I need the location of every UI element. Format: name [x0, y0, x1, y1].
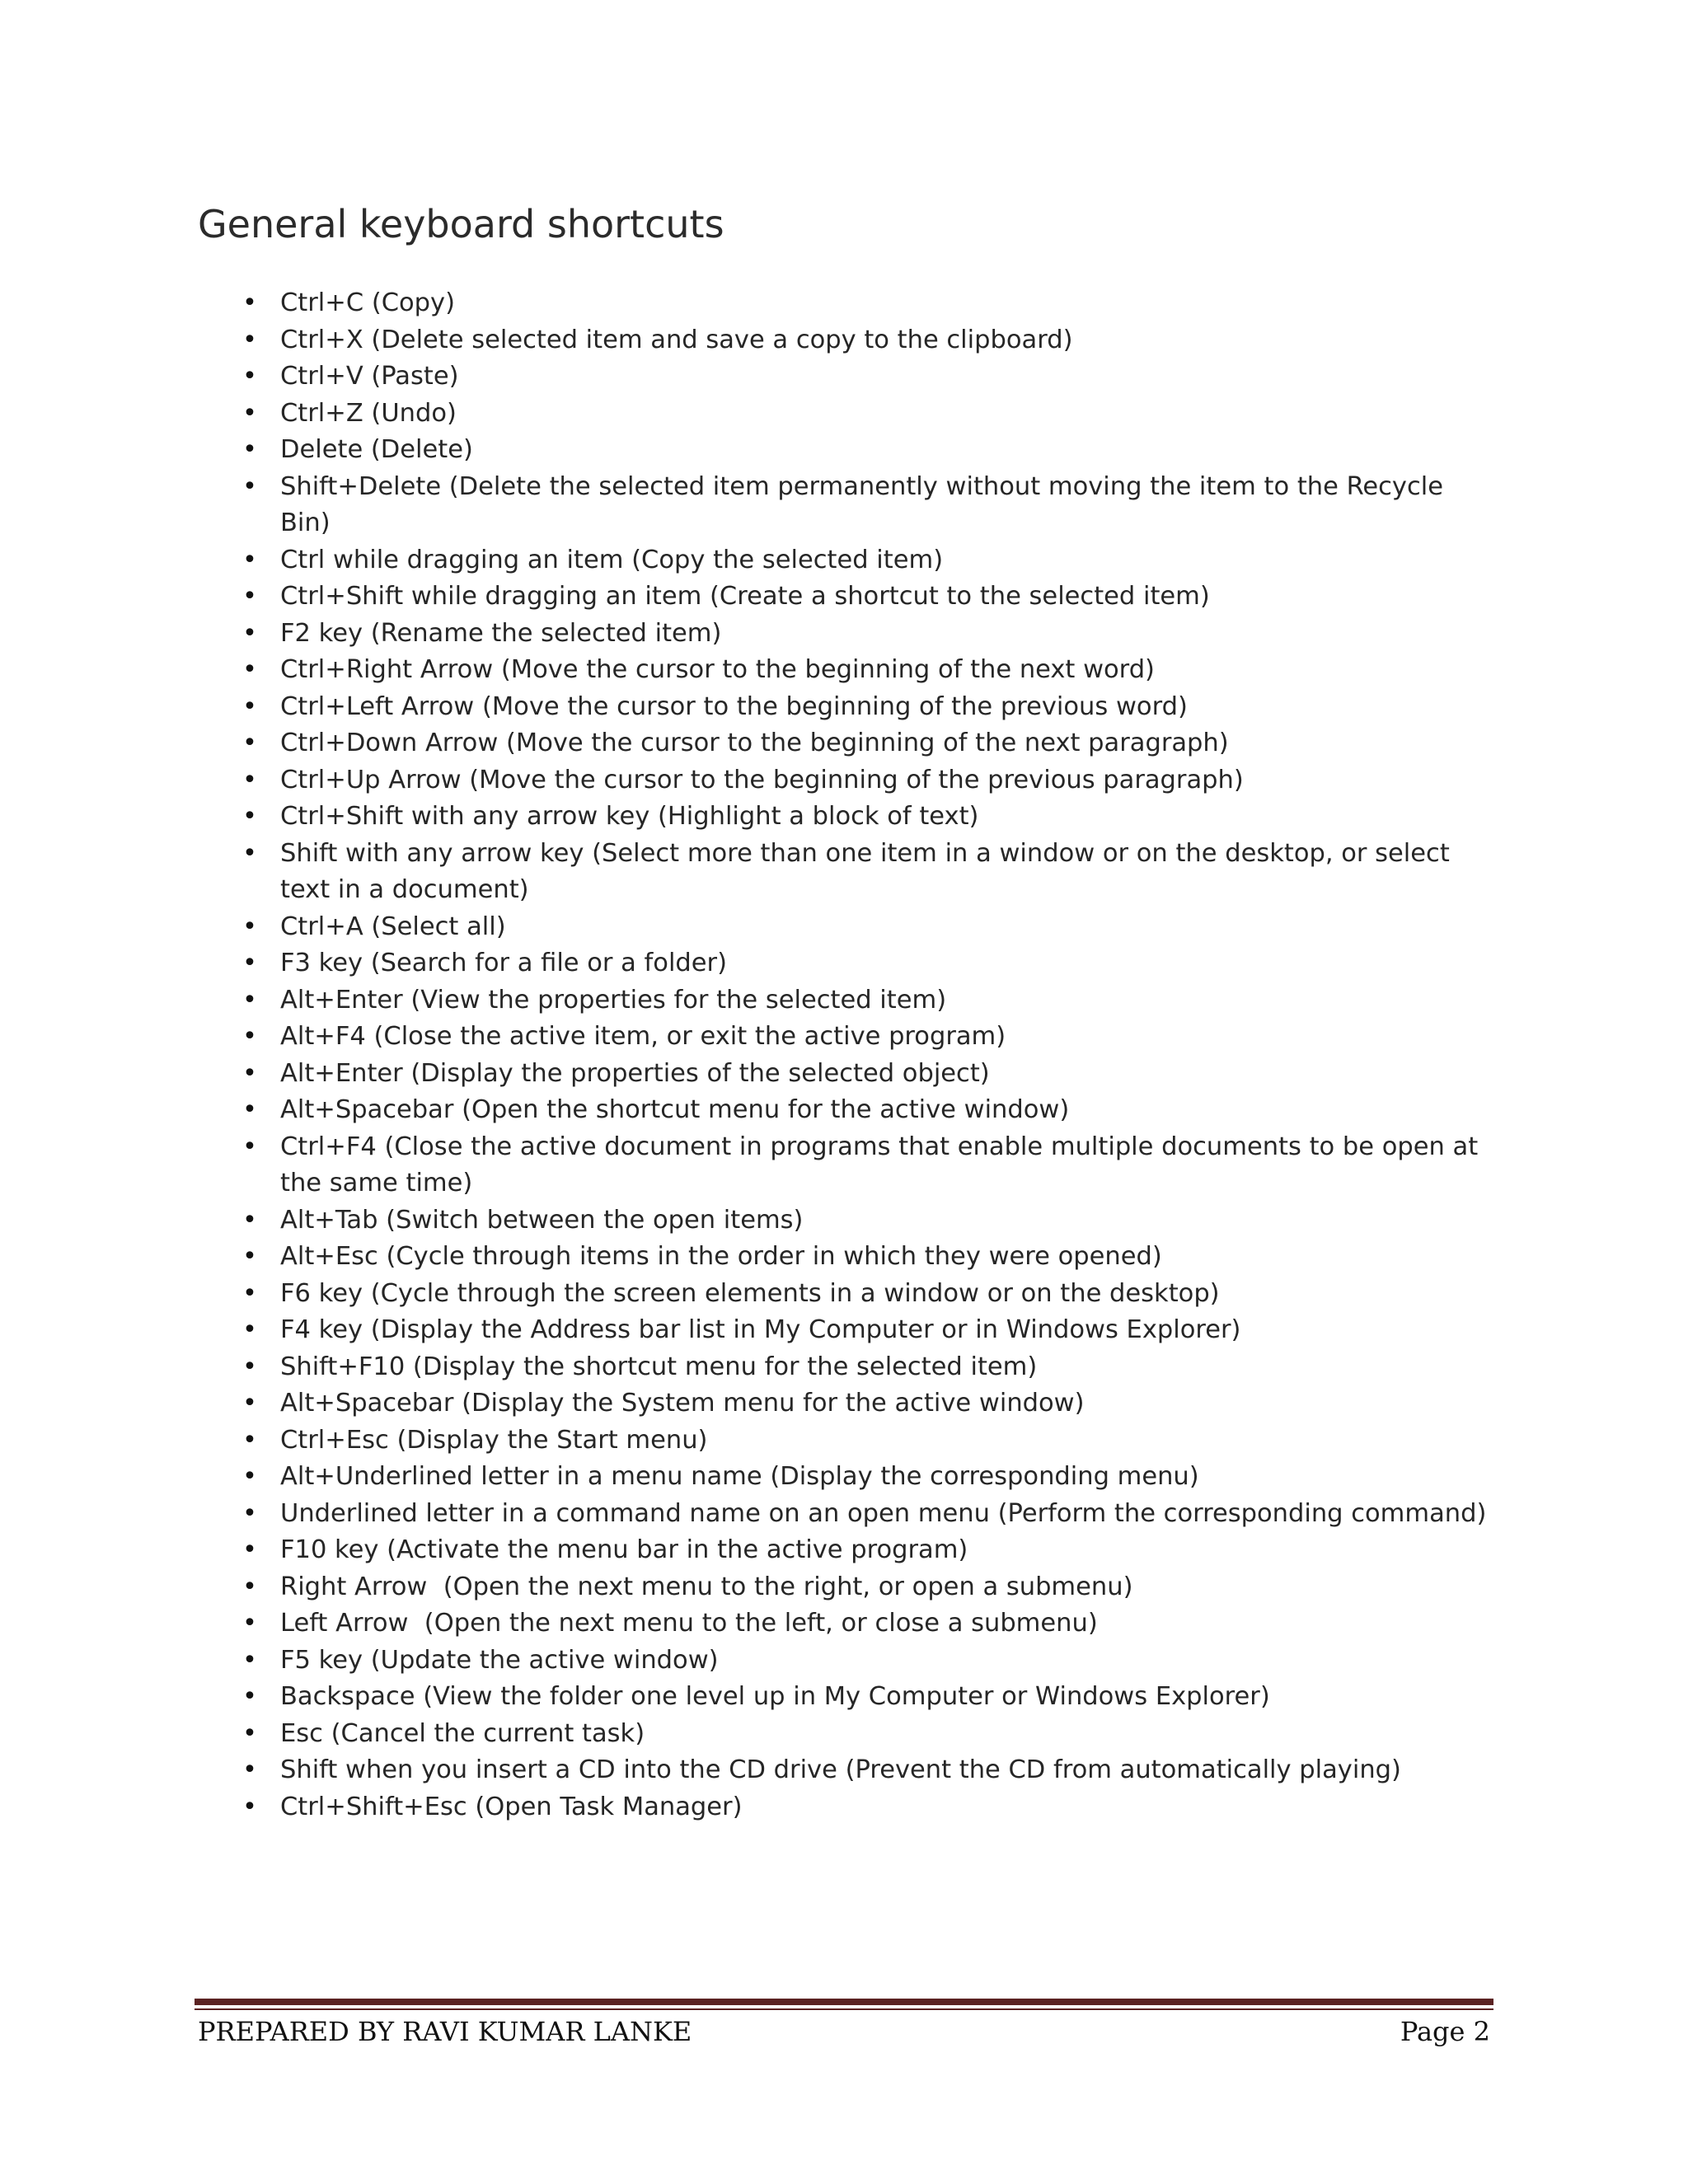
list-item: [198, 652, 1500, 689]
list-item: [198, 1789, 1500, 1826]
list-item-text: Ctrl+Z (Undo): [280, 398, 457, 428]
page-title: General keyboard shortcuts: [198, 202, 724, 246]
list-item: [198, 1349, 1500, 1386]
bullet-icon: •: [242, 1755, 257, 1784]
list-item: [198, 579, 1500, 616]
list-item-text: Ctrl while dragging an item (Copy the selected item): [280, 545, 944, 574]
list-item-text: Alt+Enter (Display the properties of the selected object): [280, 1058, 990, 1088]
footer-author: PREPARED BY RAVI KUMAR LANKE: [198, 2016, 692, 2047]
list-item: [198, 1459, 1500, 1496]
bullet-icon: •: [242, 912, 257, 941]
list-item-text: Shift+F10 (Display the shortcut menu for the selected item): [280, 1352, 1038, 1381]
list-item: [198, 1056, 1500, 1093]
list-item-text: Alt+Spacebar (Open the shortcut menu for the active window): [280, 1095, 1070, 1124]
list-item: [198, 469, 1500, 542]
list-item-text: Ctrl+Shift with any arrow key (Highlight a block of text): [280, 802, 979, 831]
bullet-icon: •: [242, 545, 257, 574]
footer-rule-thin: [195, 2008, 1493, 2010]
bullet-icon: •: [242, 1645, 257, 1675]
bullet-icon: •: [242, 1095, 257, 1124]
footer-page-number: Page 2: [1400, 2016, 1490, 2047]
list-item-text: Ctrl+C (Copy): [280, 288, 455, 317]
bullet-icon: •: [242, 325, 257, 354]
list-item-text: Backspace (View the folder one level up in My Computer or Windows Explorer): [280, 1682, 1270, 1711]
bullet-icon: •: [242, 802, 257, 831]
list-item-text: Ctrl+Left Arrow (Move the cursor to the beginning of the previous word): [280, 691, 1188, 721]
list-item-text: Ctrl+Shift+Esc (Open Task Manager): [280, 1792, 743, 1821]
list-item: [198, 1422, 1500, 1460]
footer-rule: [195, 1999, 1493, 2005]
list-item-text: Ctrl+X (Delete selected item and save a copy to the clipboard): [280, 325, 1073, 354]
list-item-text: Delete (Delete): [280, 435, 473, 464]
bullet-icon: •: [242, 1572, 257, 1601]
list-item: [198, 1716, 1500, 1753]
list-item-text: F2 key (Rename the selected item): [280, 618, 722, 648]
bullet-icon: •: [242, 288, 257, 317]
shortcut-list: [198, 285, 1500, 1825]
list-item-text: F5 key (Update the active window): [280, 1645, 719, 1675]
list-item: [198, 285, 1500, 322]
list-item: [198, 1532, 1500, 1569]
list-item: [198, 909, 1500, 946]
bullet-icon: •: [242, 1792, 257, 1821]
bullet-icon: •: [242, 1462, 257, 1491]
bullet-icon: •: [242, 1022, 257, 1051]
list-item: [198, 836, 1500, 909]
bullet-icon: •: [242, 1315, 257, 1344]
bullet-icon: •: [242, 582, 257, 611]
bullet-icon: •: [242, 1389, 257, 1418]
bullet-icon: •: [242, 985, 257, 1015]
list-item: [198, 616, 1500, 653]
list-item-text: Ctrl+Right Arrow (Move the cursor to the beginning of the next word): [280, 655, 1155, 684]
list-item: [198, 945, 1500, 982]
list-item: [198, 432, 1500, 469]
bullet-icon: •: [242, 1242, 257, 1271]
list-item: [198, 1312, 1500, 1349]
list-item: [198, 982, 1500, 1019]
bullet-icon: •: [242, 838, 257, 868]
bullet-icon: •: [242, 1352, 257, 1381]
bullet-icon: •: [242, 1498, 257, 1528]
list-item-text: Ctrl+Shift while dragging an item (Create a shortcut to the selected item): [280, 582, 1210, 611]
bullet-icon: •: [242, 1718, 257, 1748]
list-item-text: Alt+Enter (View the properties for the selected item): [280, 985, 947, 1015]
list-item-text: Shift+Delete (Delete the selected item permanently without moving the item to the Recycle Bin): [280, 471, 1451, 537]
list-item-text: Alt+Spacebar (Display the System menu for the active window): [280, 1389, 1085, 1418]
list-item-text: Ctrl+Down Arrow (Move the cursor to the beginning of the next paragraph): [280, 729, 1229, 757]
list-item: [198, 1276, 1500, 1313]
bullet-icon: •: [242, 362, 257, 391]
list-item-text: F10 key (Activate the menu bar in the active program): [280, 1535, 968, 1564]
list-item-text: Shift when you insert a CD into the CD drive (Prevent the CD from automatically playing): [280, 1755, 1401, 1784]
bullet-icon: •: [242, 1132, 257, 1161]
list-item-text: Left Arrow (Open the next menu to the left, or close a submenu): [280, 1609, 1098, 1638]
list-item-text: Alt+Esc (Cycle through items in the order in which they were opened): [280, 1242, 1162, 1271]
list-item-text: Right Arrow (Open the next menu to the right, or open a submenu): [280, 1572, 1133, 1601]
list-item: [198, 799, 1500, 836]
list-item-text: Ctrl+V (Paste): [280, 362, 459, 391]
list-item: [198, 1569, 1500, 1606]
list-item: [198, 1643, 1500, 1680]
list-item: [198, 1605, 1500, 1643]
list-item-text: F3 key (Search for a file or a folder): [280, 949, 727, 977]
list-item: [198, 762, 1500, 799]
bullet-icon: •: [242, 1205, 257, 1235]
list-item: [198, 359, 1500, 396]
list-item: [198, 322, 1500, 359]
list-item: [198, 1496, 1500, 1533]
bullet-icon: •: [242, 1058, 257, 1088]
list-item-text: Underlined letter in a command name on an open menu (Perform the corresponding command): [280, 1498, 1487, 1528]
list-item-text: F4 key (Display the Address bar list in My Computer or in Windows Explorer): [280, 1315, 1241, 1344]
list-item-text: Shift with any arrow key (Select more than one item in a window or on the desktop, or select text in a document): [280, 838, 1458, 904]
bullet-icon: •: [242, 398, 257, 428]
bullet-icon: •: [242, 949, 257, 977]
bullet-icon: •: [242, 435, 257, 464]
list-item: [198, 1679, 1500, 1716]
bullet-icon: •: [242, 729, 257, 757]
list-item: [198, 1752, 1500, 1789]
bullet-icon: •: [242, 1535, 257, 1564]
bullet-icon: •: [242, 765, 257, 794]
list-item: [198, 1019, 1500, 1056]
bullet-icon: •: [242, 1278, 257, 1308]
list-item-text: Ctrl+F4 (Close the active document in programs that enable multiple documents to be open at the same time): [280, 1132, 1486, 1197]
bullet-icon: •: [242, 1609, 257, 1638]
list-item-text: F6 key (Cycle through the screen elements in a window or on the desktop): [280, 1278, 1220, 1308]
list-item: [198, 396, 1500, 433]
list-item: [198, 725, 1500, 762]
list-item-text: Alt+Underlined letter in a menu name (Display the corresponding menu): [280, 1462, 1199, 1491]
bullet-icon: •: [242, 1425, 257, 1455]
bullet-icon: •: [242, 691, 257, 721]
list-item: [198, 542, 1500, 579]
list-item-text: Alt+F4 (Close the active item, or exit the active program): [280, 1022, 1006, 1051]
list-item: [198, 1239, 1500, 1276]
bullet-icon: •: [242, 618, 257, 648]
list-item-text: Alt+Tab (Switch between the open items): [280, 1205, 804, 1235]
bullet-icon: •: [242, 471, 257, 501]
list-item: [198, 1202, 1500, 1240]
list-item-text: Ctrl+Esc (Display the Start menu): [280, 1425, 708, 1455]
list-item: [198, 1129, 1500, 1202]
list-item-text: Esc (Cancel the current task): [280, 1718, 645, 1748]
list-item: [198, 1092, 1500, 1129]
list-item: [198, 689, 1500, 726]
bullet-icon: •: [242, 655, 257, 684]
list-item-text: Ctrl+Up Arrow (Move the cursor to the beginning of the previous paragraph): [280, 765, 1244, 794]
list-item-text: Ctrl+A (Select all): [280, 912, 506, 941]
bullet-icon: •: [242, 1682, 257, 1711]
list-item: [198, 1385, 1500, 1422]
